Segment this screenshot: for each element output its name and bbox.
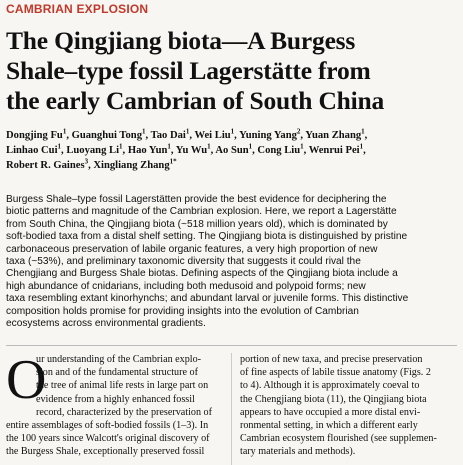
body-line: ronmental setting, in which a different early bbox=[240, 420, 418, 432]
body-line: evidence from a highly enhanced fossil bbox=[36, 393, 195, 405]
abstract-line: carbonaceous preservation of labile organic features, a very high proportion of new bbox=[6, 243, 378, 255]
author-separator: , bbox=[88, 160, 94, 171]
author-separator: , bbox=[234, 130, 240, 141]
author-name: Guanghui Tong bbox=[71, 130, 142, 141]
author-separator: , bbox=[145, 130, 151, 141]
author-affiliation: 1 bbox=[142, 127, 146, 136]
body-line: appears to have occupied a more distal envi- bbox=[240, 406, 421, 418]
body-line: portion of new taxa, and precise preservation bbox=[240, 354, 423, 365]
author-affiliation: 1 bbox=[57, 142, 62, 151]
body-line: tary materials and methods). bbox=[240, 446, 356, 458]
author-name: Robert R. Gaines bbox=[6, 160, 85, 171]
body-line: sion and of the fundamental structure of bbox=[36, 367, 198, 379]
author-name: Wei Liu bbox=[194, 130, 231, 141]
body-line: the 100 years since Walcott's original discovery of bbox=[6, 433, 210, 445]
section-divider bbox=[6, 345, 457, 346]
author-affiliation: 1 bbox=[248, 142, 253, 151]
author-name: Yuning Yang bbox=[239, 130, 297, 141]
body-line: ur understanding of the Cambrian explo- bbox=[36, 354, 202, 365]
body-line: of fine aspects of labile tissue anatomy (Figs. 2 bbox=[240, 367, 431, 379]
abstract-line: Burgess Shale–type fossil Lagerstätten provide the best evidence for deciphering the bbox=[6, 194, 387, 205]
title-line: the early Cambrian of South China bbox=[6, 86, 385, 115]
author-affiliation: 1 bbox=[361, 127, 365, 136]
author-line bbox=[6, 128, 461, 143]
author-affiliation: 1 bbox=[207, 142, 211, 151]
section-label: CAMBRIAN EXPLOSION bbox=[6, 2, 149, 16]
author-name: Luoyang Li bbox=[66, 145, 120, 156]
abstract-line: high abundance of cnidarians, including both medusoid and polypoid forms; new bbox=[6, 280, 366, 292]
author-separator: , bbox=[252, 145, 258, 156]
body-line: the Chengjiang biota (11), the Qingjiang biota bbox=[240, 393, 427, 405]
title-line: The Qingjiang biota—A Burgess bbox=[6, 26, 356, 55]
author-separator: , bbox=[363, 145, 366, 156]
author-affiliation: 1 bbox=[119, 142, 123, 151]
body-line: Cambrian ecosystem flourished (see supplemen- bbox=[240, 433, 437, 445]
body-line: entire assemblages of soft-bodied fossils (1–3). In bbox=[6, 420, 209, 432]
abstract-line: composition holds promise for providing insights into the evolution of Cambrian bbox=[6, 305, 359, 317]
author-affiliation: 1 bbox=[230, 127, 235, 136]
author-affiliation: 1 bbox=[62, 127, 67, 136]
author-name: Cong Liu bbox=[257, 145, 301, 156]
article-title bbox=[6, 26, 461, 116]
body-column-left bbox=[6, 349, 224, 459]
author-separator: , bbox=[364, 130, 368, 141]
abstract bbox=[6, 194, 461, 330]
author-separator: , bbox=[210, 145, 216, 156]
abstract-line: Chengjiang and Burgess Shale biotas. Defining aspects of the Qingjiang biota include a bbox=[6, 268, 398, 280]
author-name: Dongjing Fu bbox=[6, 130, 63, 141]
body-column-right bbox=[240, 353, 458, 459]
author-affiliation: 2 bbox=[296, 127, 301, 136]
author-name: Linhao Cui bbox=[6, 145, 58, 156]
body-line: record, characterized by the preservation of bbox=[36, 406, 212, 418]
author-affiliation: 1 bbox=[167, 142, 171, 151]
author-affiliation: 1 bbox=[359, 142, 364, 151]
author-separator: , bbox=[66, 130, 72, 141]
author-separator: , bbox=[61, 145, 67, 156]
abstract-line: ecosystems across environmental gradients. bbox=[6, 318, 206, 330]
drop-cap: O bbox=[6, 349, 47, 411]
body-line: the tree of animal life rests in large part on bbox=[36, 380, 209, 392]
author-name: Yu Wu bbox=[175, 145, 208, 156]
author-separator: , bbox=[189, 130, 195, 141]
author-list bbox=[6, 128, 461, 173]
column-divider bbox=[231, 353, 232, 465]
abstract-line: taxa (~53%), and preliminary taxonomic diversity that suggests it could rival the bbox=[6, 256, 361, 268]
author-name: Xingliang Zhang bbox=[93, 160, 170, 171]
author-affiliation: 1 bbox=[300, 142, 304, 151]
author-name: Wenrui Pei bbox=[308, 145, 360, 156]
author-separator: , bbox=[300, 130, 306, 141]
author-affiliation: 1* bbox=[169, 157, 177, 166]
author-name: Hao Yun bbox=[127, 145, 168, 156]
author-separator: , bbox=[170, 145, 176, 156]
author-line bbox=[6, 158, 461, 173]
author-affiliation: 3 bbox=[84, 157, 89, 166]
title-line: Shale–type fossil Lagerstätte from bbox=[6, 56, 371, 85]
author-line bbox=[6, 143, 461, 158]
author-affiliation: 1 bbox=[185, 127, 190, 136]
author-name: Ao Sun bbox=[215, 145, 249, 156]
body-line: to 4). Although it is approximately coeval to bbox=[240, 380, 420, 392]
author-separator: , bbox=[122, 145, 128, 156]
author-name: Tao Dai bbox=[150, 130, 186, 141]
abstract-line: taxa resembling extant kinorhynchs; and abundant larval or juvenile forms. This distinctive bbox=[6, 293, 409, 305]
abstract-line: soft-bodied taxa from a distal shelf setting. The Qingjiang biota is distinguished by pristine bbox=[6, 231, 408, 243]
body-line: the Burgess Shale, exceptionally preserved fossil bbox=[6, 446, 205, 458]
abstract-line: biotic patterns and magnitude of the Cambrian explosion. Here, we report a Lagerstätte bbox=[6, 206, 397, 218]
author-separator: , bbox=[303, 145, 309, 156]
abstract-line: from South China, the Qingjiang biota (~518 million years old), which is dominated by bbox=[6, 218, 388, 230]
author-name: Yuan Zhang bbox=[305, 130, 362, 141]
